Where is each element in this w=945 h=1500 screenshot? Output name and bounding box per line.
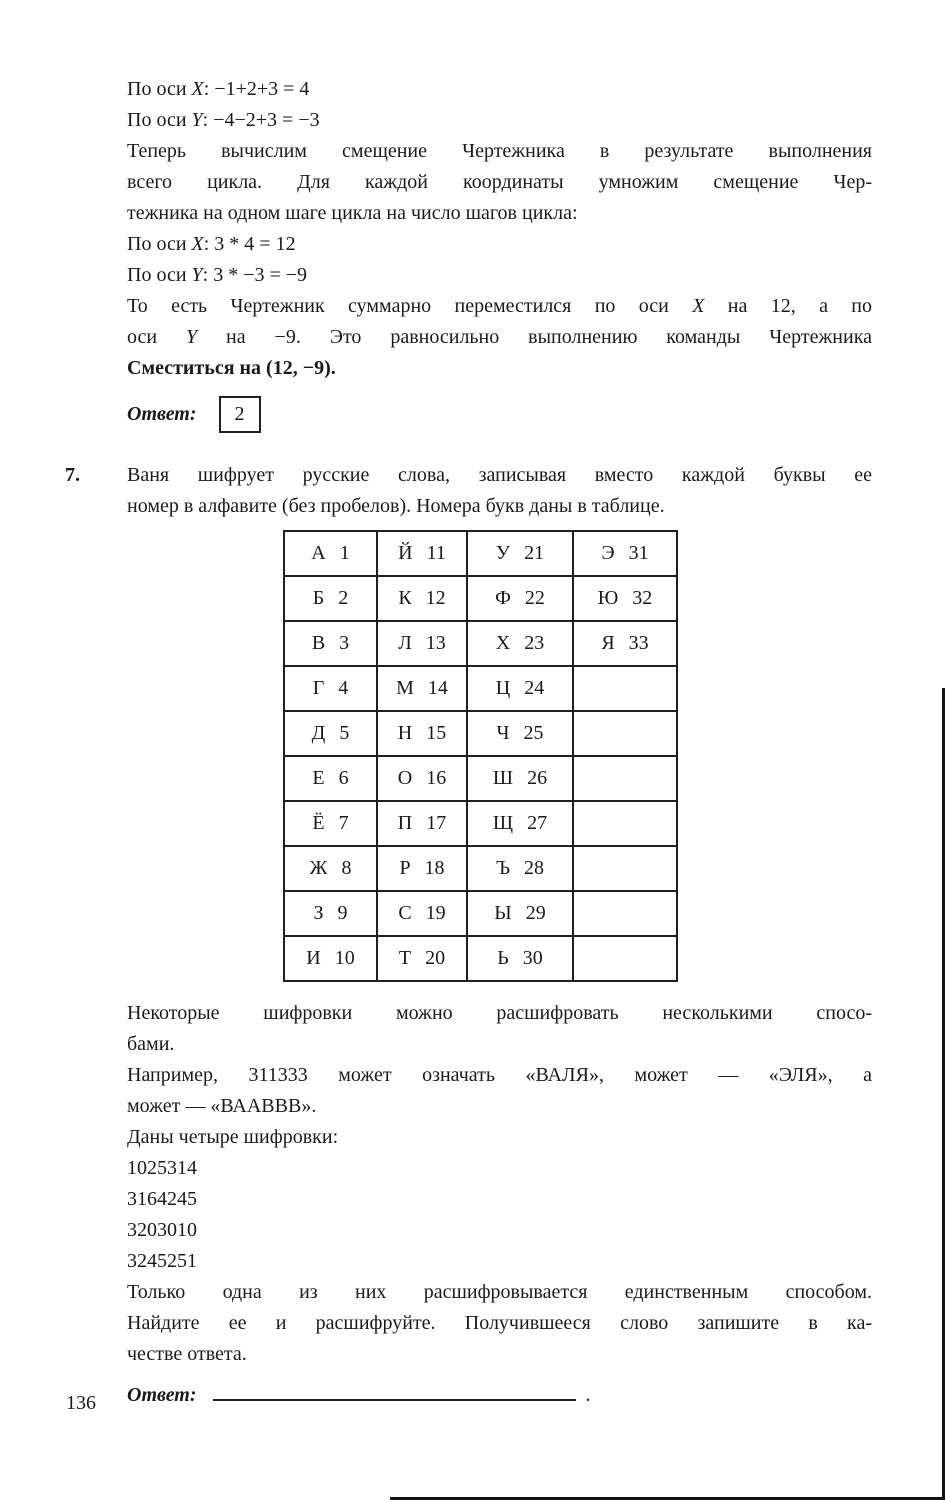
table-cell: Ч 25 <box>467 711 573 756</box>
text-line: Некоторые шифровки можно расшифровать несколькими спосо- <box>127 1002 872 1024</box>
text-line: Теперь вычислим смещение Чертежника в результате выполнения <box>127 140 872 162</box>
table-cell <box>573 756 677 801</box>
math-variable: Y <box>186 326 198 348</box>
table-cell: Г 4 <box>284 666 377 711</box>
table-cell: Н 15 <box>377 711 467 756</box>
table-cell: В 3 <box>284 621 377 666</box>
text-line: Только одна из них расшифровывается единственным способом. <box>127 1281 872 1303</box>
table-cell: Д 5 <box>284 711 377 756</box>
table-row <box>284 711 677 756</box>
static-text: . <box>585 1384 591 1406</box>
code-value: 3203010 <box>127 1219 197 1241</box>
table-cell: Э 31 <box>573 531 677 576</box>
alphabet-code-table <box>283 530 678 982</box>
table-cell: О 16 <box>377 756 467 801</box>
text-line: номер в алфавите (без пробелов). Номера букв даны в таблице. <box>127 495 665 517</box>
table-row <box>284 531 677 576</box>
answer-box <box>219 396 261 433</box>
code-value: 3164245 <box>127 1188 197 1210</box>
table-cell: Р 18 <box>377 846 467 891</box>
static-text: По оси <box>127 264 192 286</box>
table-row <box>284 846 677 891</box>
table-cell <box>573 891 677 936</box>
answer-value: 2 <box>234 402 245 425</box>
text-line <box>127 291 872 322</box>
formula-line-x1 <box>127 74 872 105</box>
answer-row <box>127 1380 872 1414</box>
table-row <box>284 801 677 846</box>
table-cell: Ы 29 <box>467 891 573 936</box>
table-row <box>284 936 677 981</box>
table-cell: Ь 30 <box>467 936 573 981</box>
static-text: По оси <box>127 78 192 100</box>
table-cell: Ш 26 <box>467 756 573 801</box>
answer-blank-line <box>213 1399 576 1401</box>
table-cell: К 12 <box>377 576 467 621</box>
math-variable: X <box>692 295 705 317</box>
text-line: может — «ВААВВВ». <box>127 1095 317 1117</box>
math-variable: X <box>191 233 204 255</box>
table-cell: Ц 24 <box>467 666 573 711</box>
text-line: Найдите ее и расшифруйте. Получившееся слово запишите в ка- <box>127 1312 872 1334</box>
table-row <box>284 576 677 621</box>
table-cell: Х 23 <box>467 621 573 666</box>
static-text: : 3 * 4 = 12 <box>203 233 296 255</box>
static-text: По оси <box>127 109 192 131</box>
static-text: на 12, а по <box>704 295 873 317</box>
code-value: 1025314 <box>127 1157 197 1179</box>
static-text: То есть Чертежник суммарно переместился по оси <box>127 295 693 317</box>
static-text: : −4−2+3 = −3 <box>202 109 320 131</box>
table-cell <box>573 711 677 756</box>
table-cell <box>573 846 677 891</box>
table-cell: Ж 8 <box>284 846 377 891</box>
answer-label: Ответ: <box>127 402 197 425</box>
code-value: 3245251 <box>127 1250 197 1272</box>
formula-line-x2 <box>127 229 872 260</box>
text-line: всего цикла. Для каждой координаты умножим смещение Чер- <box>127 171 872 193</box>
answer-label: Ответ: <box>127 1384 197 1406</box>
table-row <box>284 891 677 936</box>
problem-number: 7. <box>65 464 80 486</box>
problem-7-section <box>65 460 872 1414</box>
text-line <box>127 322 872 353</box>
formula-line-y1 <box>127 105 872 136</box>
table-cell: Й 11 <box>377 531 467 576</box>
table-cell: А 1 <box>284 531 377 576</box>
table-cell: И 10 <box>284 936 377 981</box>
answer-row <box>127 396 872 432</box>
table-cell: П 17 <box>377 801 467 846</box>
text-line: бами. <box>127 1033 175 1055</box>
table-cell: У 21 <box>467 531 573 576</box>
table-cell: Л 13 <box>377 621 467 666</box>
page-number: 136 <box>66 1392 96 1414</box>
formula-line-y2 <box>127 260 872 291</box>
table-cell: М 14 <box>377 666 467 711</box>
table-cell: Б 2 <box>284 576 377 621</box>
table-cell: Ъ 28 <box>467 846 573 891</box>
table-cell: З 9 <box>284 891 377 936</box>
table-cell <box>573 666 677 711</box>
solution-section <box>127 74 872 432</box>
table-row <box>284 621 677 666</box>
static-text: По оси <box>127 233 192 255</box>
table-cell: Т 20 <box>377 936 467 981</box>
text-line: Даны четыре шифровки: <box>127 1126 339 1148</box>
text-line: честве ответа. <box>127 1343 247 1365</box>
table-cell: Я 33 <box>573 621 677 666</box>
table-cell: С 19 <box>377 891 467 936</box>
table-cell: Ё 7 <box>284 801 377 846</box>
text-line: тежника на одном шаге цикла на число шагов цикла: <box>127 202 578 224</box>
table-cell <box>573 936 677 981</box>
text-line: Например, 311333 может означать «ВАЛЯ», может — «ЭЛЯ», а <box>127 1064 872 1086</box>
text-line: Ваня шифрует русские слова, записывая вместо каждой буквы ее <box>127 464 872 486</box>
problem-body <box>127 460 872 1414</box>
table-cell: Е 6 <box>284 756 377 801</box>
command-text: Сместиться на (12, −9). <box>127 357 336 379</box>
math-variable: X <box>191 78 204 100</box>
math-variable: Y <box>191 264 203 286</box>
static-text: на −9. Это равносильно выполнению команды Чертежника <box>197 326 873 348</box>
static-text: : 3 * −3 = −9 <box>202 264 308 286</box>
table-cell: Щ 27 <box>467 801 573 846</box>
math-variable: Y <box>191 109 203 131</box>
table-row <box>284 666 677 711</box>
table-cell <box>573 801 677 846</box>
table-cell: Ю 32 <box>573 576 677 621</box>
table-row <box>284 756 677 801</box>
table-cell: Ф 22 <box>467 576 573 621</box>
static-text: оси <box>127 326 186 348</box>
static-text: : −1+2+3 = 4 <box>203 78 310 100</box>
